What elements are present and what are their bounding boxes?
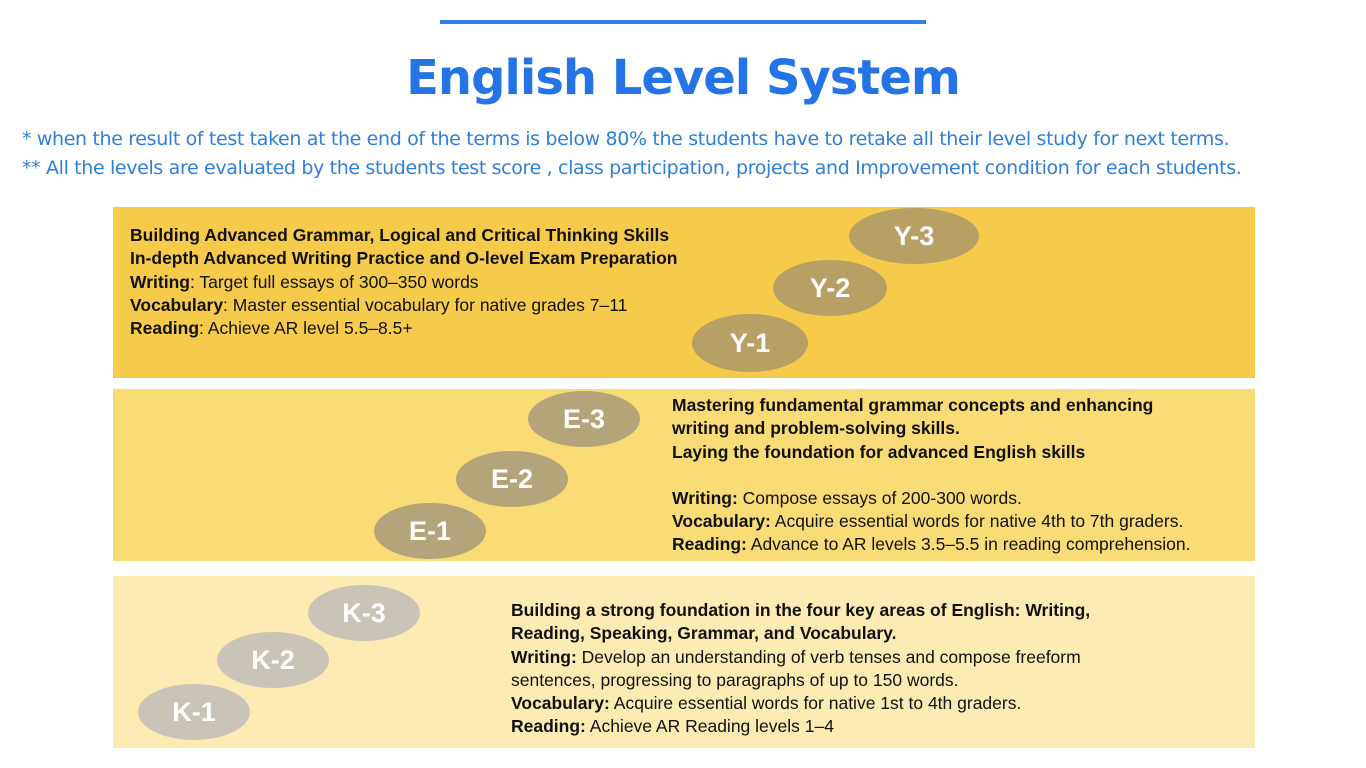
writing-text: Develop an understanding of verb tenses and compose freeform (576, 646, 1081, 667)
badge-k-2: K-2 (217, 632, 329, 688)
badge-y-1: Y-1 (692, 314, 808, 372)
vocabulary-label: Vocabulary (130, 294, 224, 315)
reading-text: Advance to AR levels 3.5–5.5 in reading comprehension. (746, 534, 1191, 555)
title-rule (440, 20, 926, 24)
reading-label: Reading: (511, 716, 586, 737)
level-e-writing (672, 487, 1191, 510)
vocabulary-text: Acquire essential words for native 1st to 4th graders. (609, 693, 1022, 714)
reading-label: Reading (130, 318, 200, 339)
level-e-vocabulary (672, 510, 1191, 533)
writing-label: Writing: (511, 646, 577, 667)
vocabulary-text: Acquire essential words for native 4th to 7th graders. (770, 511, 1184, 532)
vocabulary-text: : Master essential vocabulary for native grades 7–11 (223, 294, 628, 315)
level-y-vocabulary (130, 294, 678, 317)
level-k-writing (511, 646, 1090, 669)
badge-e-3: E-3 (528, 391, 640, 447)
writing-label: Writing: (672, 487, 738, 508)
level-k-vocabulary (511, 692, 1090, 715)
evaluation-note: ** All the levels are evaluated by the students test score , class participation, projects and Improvement condition for each students. (22, 157, 1242, 179)
retake-note: * when the result of test taken at the end of the terms is below 80% the students have to retake all their level study for next terms. (22, 128, 1230, 150)
badge-k-1: K-1 (138, 684, 250, 740)
level-k-writing-continued: sentences, progressing to paragraphs of up to 150 words. (511, 669, 959, 690)
level-e-reading (672, 533, 1191, 556)
level-y-heading-2: In-depth Advanced Writing Practice and O-level Exam Preparation (130, 248, 678, 269)
level-y-description (130, 224, 678, 340)
vocabulary-label: Vocabulary: (511, 693, 610, 714)
writing-label: Writing (130, 271, 190, 292)
badge-y-3: Y-3 (849, 208, 979, 264)
level-k-reading (511, 715, 1090, 738)
writing-text: Compose essays of 200-300 words. (737, 487, 1022, 508)
level-k-heading-1: Building a strong foundation in the four key areas of English: Writing, (511, 600, 1091, 620)
badge-e-2: E-2 (456, 451, 568, 507)
level-k-description (511, 599, 1090, 739)
page-title: English Level System (406, 50, 960, 106)
reading-text: Achieve AR Reading levels 1–4 (585, 716, 834, 737)
level-e-heading-2: writing and problem-solving skills. (672, 418, 960, 439)
level-y-heading-1: Building Advanced Grammar, Logical and Critical Thinking Skills (130, 225, 670, 245)
badge-e-1: E-1 (374, 503, 486, 559)
level-y-reading (130, 317, 678, 340)
level-k-heading-2: Reading, Speaking, Grammar, and Vocabulary. (511, 623, 897, 644)
level-e-heading-1: Mastering fundamental grammar concepts and enhancing (672, 395, 1154, 415)
badge-y-2: Y-2 (773, 260, 887, 316)
reading-text: : Achieve AR level 5.5–8.5+ (199, 318, 413, 339)
writing-text: : Target full essays of 300–350 words (189, 271, 479, 292)
badge-k-3: K-3 (308, 585, 420, 641)
level-e-heading-3: Laying the foundation for advanced English skills (672, 441, 1086, 462)
level-y-writing (130, 271, 678, 294)
level-e-description (672, 394, 1191, 557)
vocabulary-label: Vocabulary: (672, 511, 771, 532)
reading-label: Reading: (672, 534, 747, 555)
